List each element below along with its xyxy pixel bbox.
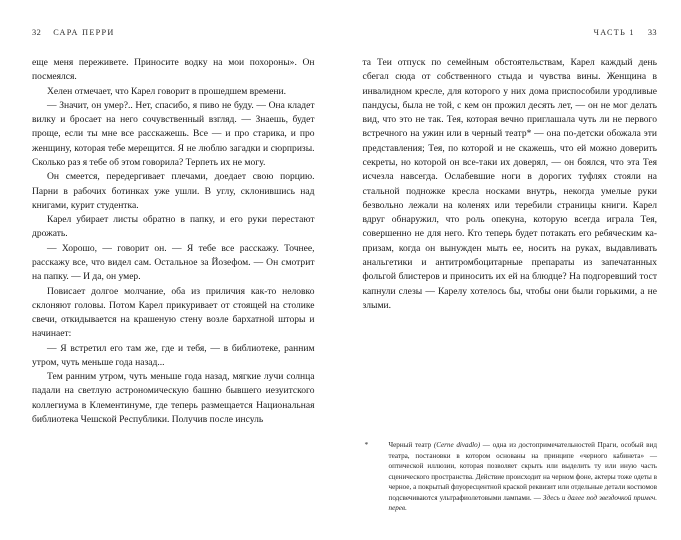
right-running-head xyxy=(363,26,658,40)
footnote-italic-run: (Cerne divadlo) xyxy=(433,441,481,450)
paragraph: — Значит, он умер?.. Нет, спасибо, я пиво не буду. — Она кладет вилку и бросает на него сочувственный взгляд. — Знаешь, будет проще, если ты мне все расскажешь. Все — и про старика, и про женщину, которая тебе мерещится. Я не люблю загадки и сюрпризы. Сколько раз я тебе об этом говорила? Терпеть их не могу. xyxy=(32,99,315,168)
right-page xyxy=(341,0,681,540)
footnote xyxy=(363,440,658,514)
paragraph: Хелен отмечает, что Карел говорит в прошедшем времени. xyxy=(47,85,287,97)
footnote-run: Черный театр xyxy=(388,441,434,450)
paragraph: та Теи отпуск по семейным обстоятельствам, Карел каждый день сбегал сюда от собственного стыда и чувства вины. Женщина в инвалидном кресле, для которого у них дома приспособили уродливые пандусы, была не той, с кем он прожил десять лет, — он не мог делать вид, что это не так. Тея, которая вечно приглашала чуть ли не первого встречного на ужин или в черный театр* — она по-детски обожала эти представления; Тея, по которой и не скажешь, что ей можно доверить секреты, но которой он все-таки их доверял, — он боялся, что эта Тея исчезла навсегда. Ослабевшие ноги в дорогих туфлях стояли на стальной подножке кресла носками внутрь, некогда умелые руки безвольно лежали на коленях или теребили страницы книги. Карел вдруг обнаружил, что роль опекуна, которую всегда играла Тея, совершенно не для него. Кто теперь будет потакать его ребяческим капризам, когда он вынужден мыть ее, носить на руках, выдавливать анальгетики и антитромбоцитарные препараты из запечатанных фольгой блистеров и приносить их ей на блюдце? На подгоревший тост капнули слезы — Карелу хотелось бы, чтобы они были горькими, а не злыми. xyxy=(362,57,657,311)
footnote-marker: * xyxy=(364,440,369,450)
footnote-zone xyxy=(363,435,658,514)
left-page-number: 32 xyxy=(32,28,42,37)
left-running-head xyxy=(32,26,315,40)
paragraph: Повисает долгое молчание, оба из приличия как-то неловко склоняют головы. Потом Карел прикуривает от стоящей на столике свечи, откидывается на крашеную стену возле бархатной шторы и начинает: xyxy=(32,285,315,340)
paragraph: — Хорошо, — говорит он. — Я тебе все расскажу. Точнее, расскажу все, что видел сам. Остальное за Йозефом. — Он смотрит на папку. — И да, он умер. xyxy=(32,242,315,283)
footnote-italic-run: Здесь и далее под звездочкой примеч. перев. xyxy=(388,493,657,513)
footnote-text xyxy=(389,440,658,514)
footnote-run: — одна из достопримечательностей Праги, особый вид театра, постановки в котором основаны на принципе «черного кабинета» — оптической иллюзии, которая позволяет скрыть или выделить ту или иную часть сценического пространства. Действие происходит на черном фоне, актеры тоже одеты в черное, а покрытый флуоресцентной краской реквизит или отдельные детали костюмов подсвечиваются ультрафиолетовыми лампами. — xyxy=(388,441,658,502)
right-page-number: 33 xyxy=(647,28,657,37)
left-running-head-title: САРА ПЕРРИ xyxy=(53,28,115,37)
paragraph: — Я встретил его там же, где и тебя, — в библиотеке, ранним утром, чуть меньше года назад... xyxy=(32,342,315,368)
right-running-head-title: ЧАСТЬ 1 xyxy=(593,28,635,37)
paragraph: Он смеется, передергивает плечами, доедает свою порцию. Парни в рабочих ботинках уже ушли. В углу, склонившись над книгами, курит студентка. xyxy=(32,171,315,211)
paragraph: еще меня переживете. Приносите водку на мои похороны». Он посмеялся. xyxy=(32,57,315,83)
paragraph: Карел убирает листы обратно в папку, и его руки перестают дрожать. xyxy=(32,214,315,240)
paragraph: Тем ранним утром, чуть меньше года назад, мягкие лучи солнца падали на светлую астрономическую башню бывшего иезуитского коллегиума в Клементинуме, где теперь размещается Национальная библиотека Чешской Республики. Получив после инсуль xyxy=(32,371,315,426)
right-page-textblock xyxy=(363,56,658,313)
left-page-textblock xyxy=(32,56,315,427)
